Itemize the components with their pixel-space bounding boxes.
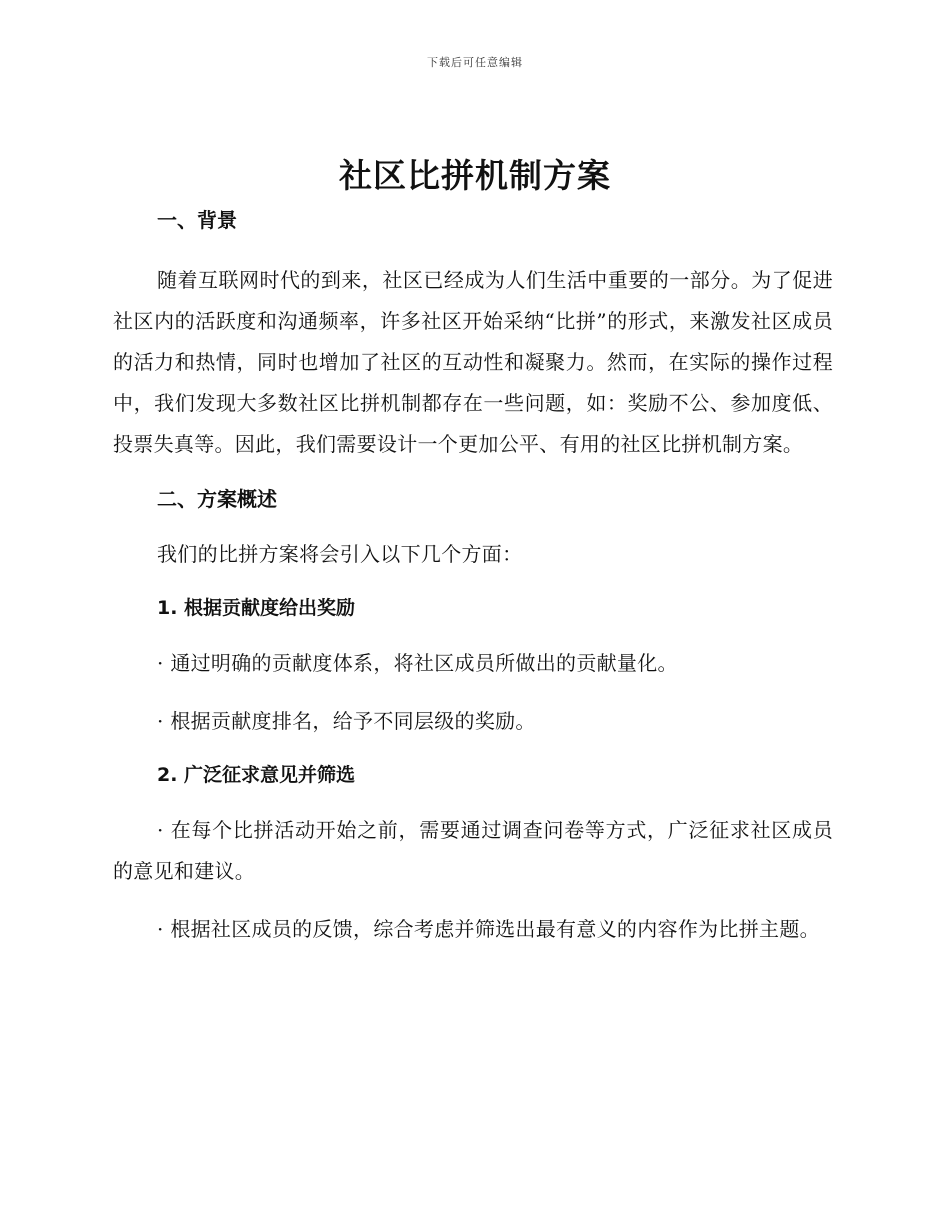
document-title: 社区比拼机制方案 <box>339 156 611 195</box>
document-body <box>113 202 833 950</box>
overview-intro: 我们的比拼方案将会引入以下几个方面： <box>157 542 523 566</box>
bullet-item: · 在每个比拼活动开始之前，需要通过调查问卷等方式，广泛征求社区成员的意见和建议。 <box>113 818 833 883</box>
item-heading-contribution: 1. 根据贡献度给出奖励 <box>157 597 356 619</box>
section-heading-overview: 二、方案概述 <box>157 487 277 511</box>
bullet-item: · 根据贡献度排名，给予不同层级的奖励。 <box>157 709 536 733</box>
background-paragraph: 随着互联网时代的到来，社区已经成为人们生活中重要的一部分。为了促进社区内的活跃度和沟通频率，许多社区开始采纳“比拼”的形式，来激发社区成员的活力和热情，同时也增加了社区的互动性和凝聚力。然而，在实际的操作过程中，我们发现大多数社区比拼机制都存在一些问题，如：奖励不公、参加度低、投票失真等。因此，我们需要设计一个更加公平、有用的社区比拼机制方案。 <box>113 268 833 456</box>
header-note: 下载后可任意编辑 <box>427 56 523 69</box>
item-heading-feedback: 2. 广泛征求意见并筛选 <box>157 764 356 786</box>
section-heading-background: 一、背景 <box>157 208 237 232</box>
bullet-item: · 通过明确的贡献度体系，将社区成员所做出的贡献量化。 <box>157 651 678 675</box>
bullet-item: · 根据社区成员的反馈，综合考虑并筛选出最有意义的内容作为比拼主题。 <box>157 917 820 941</box>
